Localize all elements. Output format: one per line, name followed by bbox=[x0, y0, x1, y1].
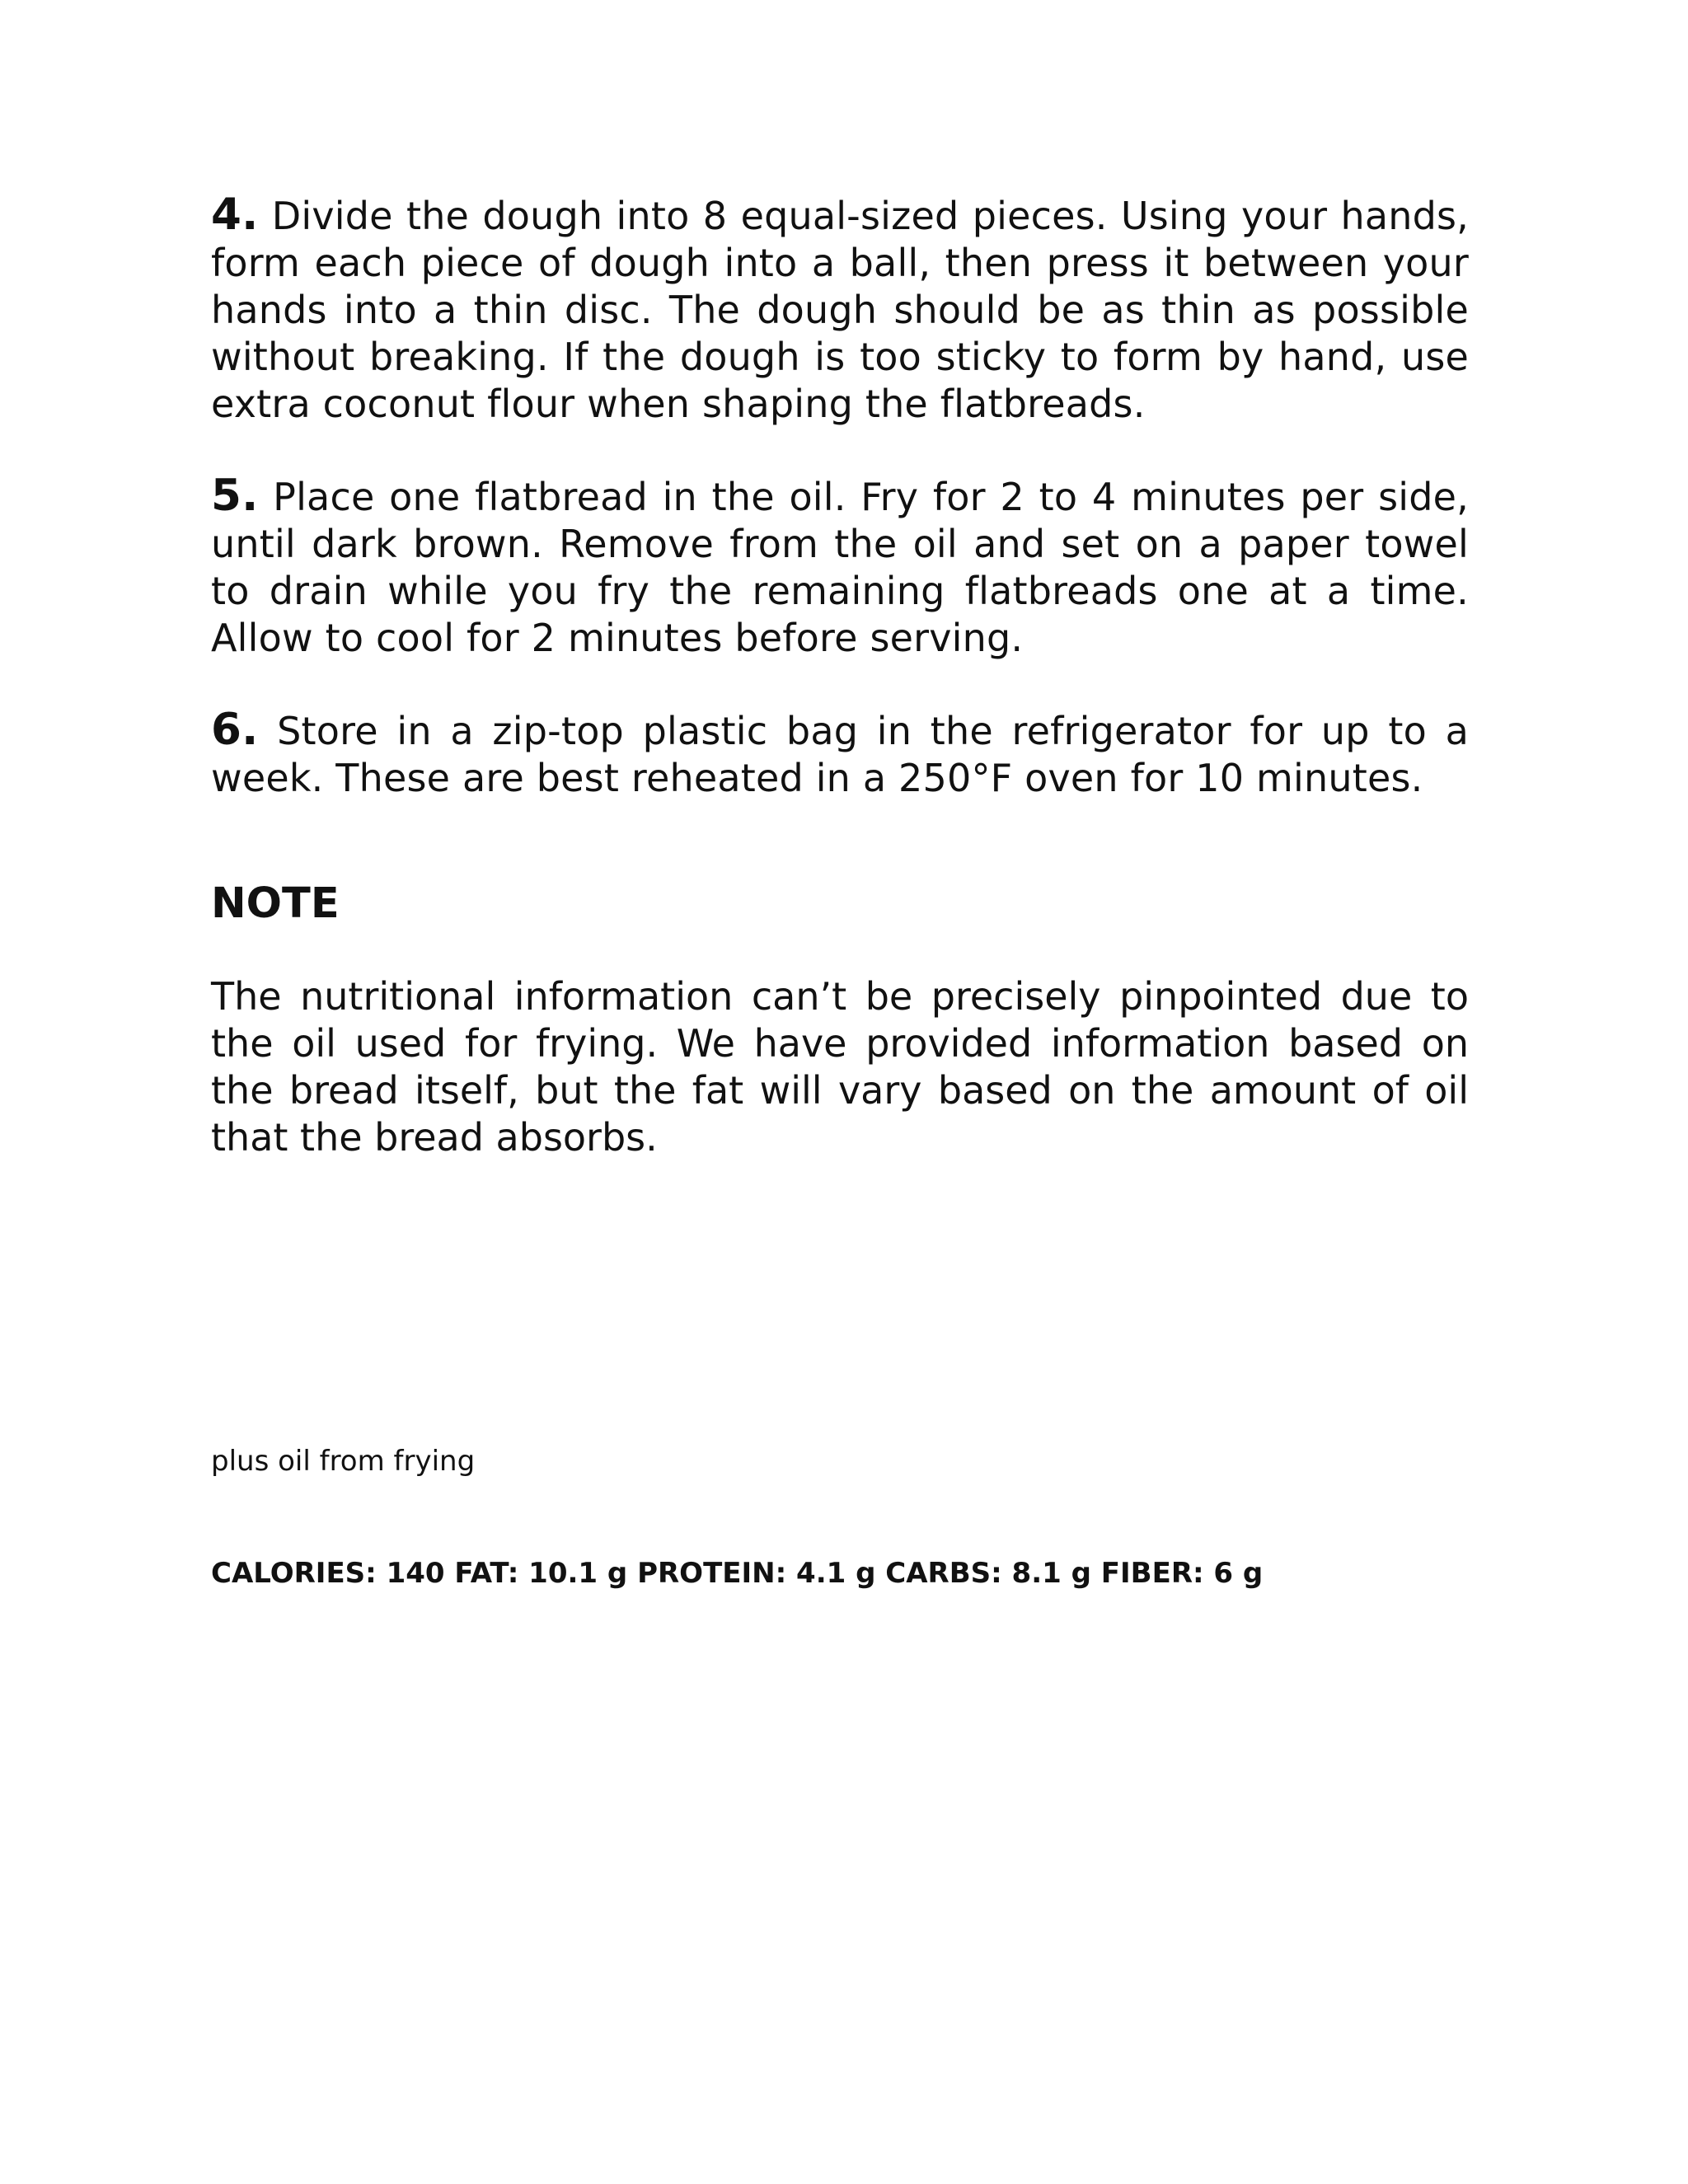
step-text: Store in a zip-top plastic bag in the refrigerator for up to a week. These are best reheated in a 250°F oven for 10 minutes. bbox=[211, 709, 1469, 800]
recipe-page bbox=[211, 191, 1469, 1161]
note-text: The nutritional information can’t be precisely pinpointed due to the oil used for frying. We have provided information based on the bread itself, but the fat will vary based on the amount of oil that the bread absorbs. bbox=[211, 974, 1469, 1160]
step-number: 6. bbox=[211, 705, 259, 755]
step-5 bbox=[211, 472, 1469, 662]
step-4 bbox=[211, 191, 1469, 428]
oil-note: plus oil from frying bbox=[211, 1445, 476, 1478]
step-6 bbox=[211, 706, 1469, 802]
step-text: Divide the dough into 8 equal-sized pieces. Using your hands, form each piece of dough into a ball, then press it between your hands into a thin disc. The dough should be as thin as possible without breaking. If the dough is too sticky to form by hand, use extra coconut flour when shaping the flatbreads. bbox=[211, 194, 1469, 426]
step-text: Place one flatbread in the oil. Fry for 2 to 4 minutes per side, until dark brown. Remove from the oil and set on a paper towel to drain while you fry the remaining flatbreads one at a time. Allow to cool for 2 minutes before serving. bbox=[211, 475, 1469, 660]
step-number: 5. bbox=[211, 471, 259, 521]
note-heading: NOTE bbox=[211, 879, 340, 928]
nutrition-facts: CALORIES: 140 FAT: 10.1 g PROTEIN: 4.1 g CARBS: 8.1 g FIBER: 6 g bbox=[211, 1557, 1264, 1590]
step-number: 4. bbox=[211, 190, 259, 240]
